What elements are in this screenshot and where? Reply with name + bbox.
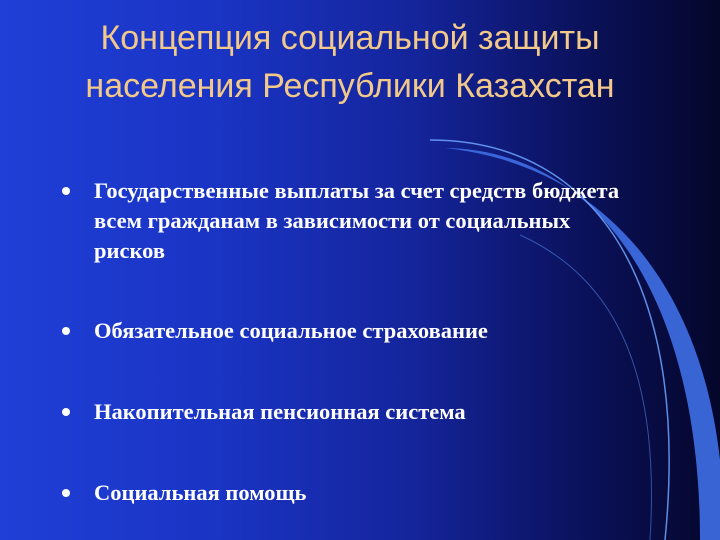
bullet-list xyxy=(62,176,622,508)
round-bullet-icon xyxy=(62,187,70,195)
round-bullet-icon xyxy=(62,408,70,416)
bullet-item xyxy=(62,176,622,266)
bullet-text: Обязательное социальное страхование xyxy=(94,318,488,343)
bullet-text: Накопительная пенсионная система xyxy=(94,399,466,424)
bullet-item xyxy=(62,397,622,427)
bullet-item xyxy=(62,316,622,346)
round-bullet-icon xyxy=(62,327,70,335)
bullet-item xyxy=(62,478,622,508)
slide-title: Концепция социальной защиты населения Республики Казахстан xyxy=(85,19,615,105)
bullet-text: Государственные выплаты за счет средств бюджета всем гражданам в зависимости от социальных рисков xyxy=(94,178,620,263)
round-bullet-icon xyxy=(62,489,70,497)
bullet-text: Социальная помощь xyxy=(94,480,307,505)
